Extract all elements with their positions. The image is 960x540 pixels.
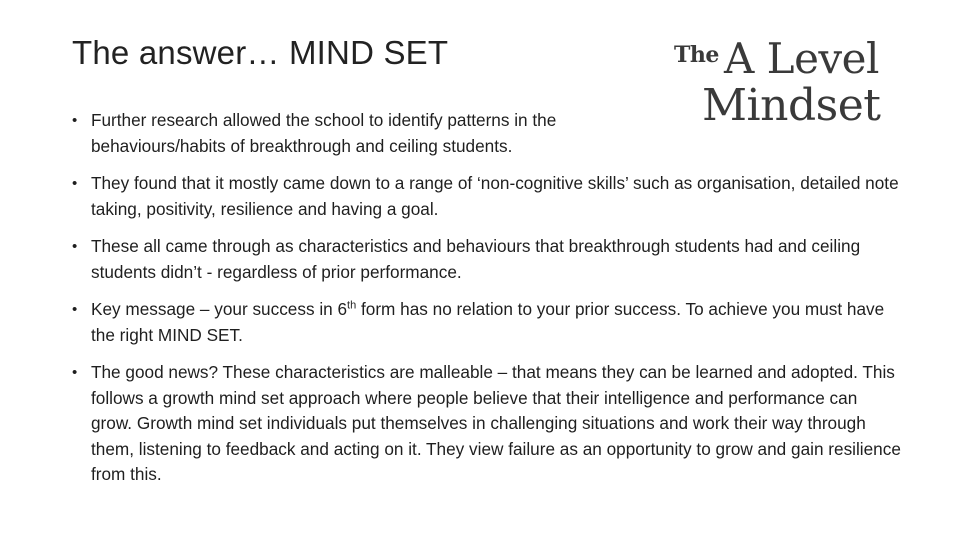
bullet-item-characteristics — [72, 234, 902, 285]
bullet-list — [72, 108, 902, 500]
bullet-item-good-news — [72, 360, 902, 488]
bullet-dot: • — [72, 301, 78, 318]
bullet-dot: • — [72, 364, 78, 381]
bullet-text-after: form has no relation to your prior success. To achieve you must have the right MIND SET. — [91, 299, 885, 345]
bullet-dot: • — [72, 175, 78, 192]
bullet-text: Further research allowed the school to identify patterns in the behaviours/habits of breakthrough and ceiling students. — [91, 110, 557, 156]
logo-mindset-text: Mindset — [702, 80, 881, 131]
bullet-text: The good news? These characteristics are malleable – that means they can be learned and adopted. This follows a growth mind set approach where people believe that their intelligence and performance can grow. Growth mind set individuals put themselves in challenging situations and work their way through them, listening to feedback and acting on it. They view failure as an opportunity to grow and gain resilience from this. — [91, 362, 901, 484]
bullet-dot: • — [72, 238, 78, 255]
bullet-text-before: Key message – your success in 6 — [91, 299, 348, 319]
bullet-text: They found that it mostly came down to a range of ‘non-cognitive skills’ such as organisation, detailed note taking, positivity, resilience and having a goal. — [91, 173, 899, 219]
logo-a-level-text: A Level — [724, 34, 879, 83]
bullet-item-research — [72, 108, 681, 159]
bullet-item-key-message — [72, 297, 902, 348]
bullet-dot: • — [72, 112, 78, 129]
logo-the-text: The — [674, 42, 719, 68]
bullet-item-non-cognitive-skills — [72, 171, 902, 222]
slide-title: The answer… MIND SET — [72, 34, 449, 71]
bullet-superscript: th — [347, 299, 357, 312]
bullet-text: These all came through as characteristics and behaviours that breakthrough students had and ceiling students didn’t - regardless of prior performance. — [91, 236, 861, 282]
